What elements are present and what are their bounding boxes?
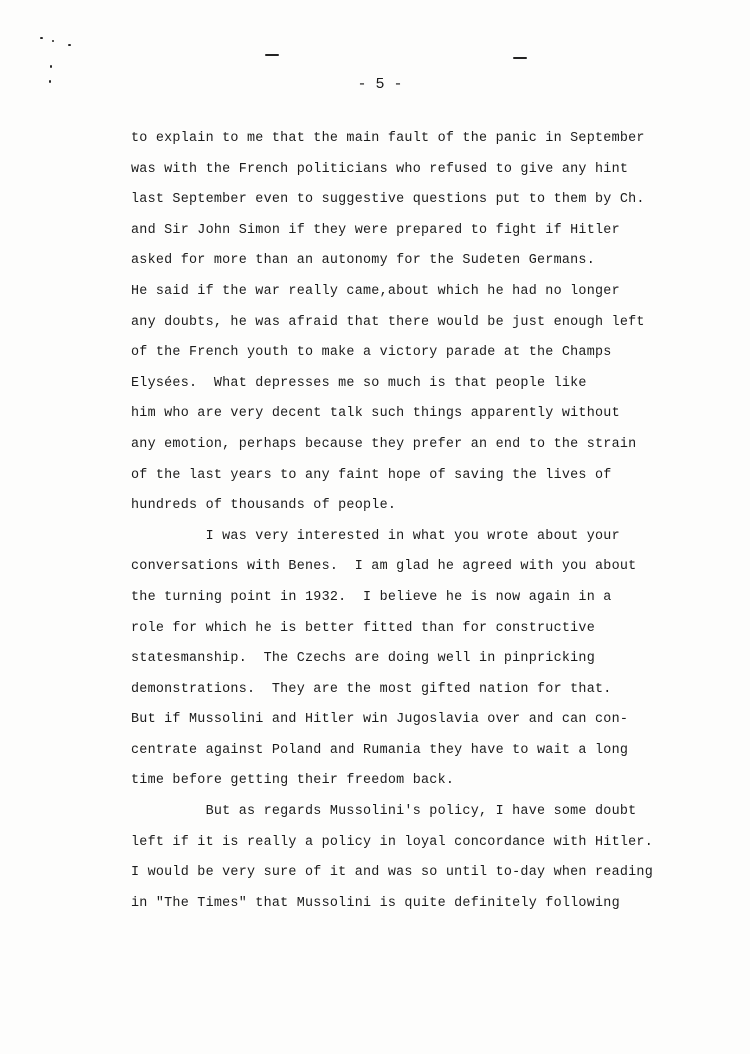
text-line: hundreds of thousands of people. (131, 498, 397, 514)
text-line: He said if the war really came,about which he had no longer (131, 283, 620, 299)
text-line: time before getting their freedom back. (131, 773, 455, 789)
text-line: of the last years to any faint hope of saving the lives of (131, 467, 612, 483)
text-line: and Sir John Simon if they were prepared to fight if Hitler (131, 222, 620, 238)
text-line: was with the French politicians who refused to give any hint (131, 161, 629, 177)
text-line: I would be very sure of it and was so until to-day when reading (131, 865, 653, 881)
text-line: any doubts, he was afraid that there would be just enough left (131, 314, 645, 330)
text-line: But if Mussolini and Hitler win Jugoslavia over and can con- (131, 712, 629, 728)
text-line: centrate against Poland and Rumania they have to wait a long (131, 742, 629, 758)
text-line: conversations with Benes. I am glad he agreed with you about (131, 559, 637, 575)
page-number: - 5 - (357, 76, 403, 93)
text-line: him who are very decent talk such things apparently without (131, 406, 620, 422)
text-line: to explain to me that the main fault of the panic in September (131, 131, 645, 146)
text-line: Elysées. What depresses me so much is that people like (131, 375, 587, 391)
text-line: last September even to suggestive questions put to them by Ch. (131, 192, 645, 208)
text-line: But as regards Mussolini's policy, I have some doubt (131, 804, 637, 820)
text-line: role for which he is better fitted than for constructive (131, 620, 595, 636)
text-line: asked for more than an autonomy for the Sudeten Germans. (131, 253, 595, 269)
scan-speck (40, 37, 43, 39)
letter-body (131, 124, 731, 919)
text-line: statesmanship. The Czechs are doing well in pinpricking (131, 651, 595, 667)
scan-speck (49, 80, 51, 83)
text-line: left if it is really a policy in loyal concordance with Hitler. (131, 834, 653, 850)
text-line: demonstrations. They are the most gifted nation for that. (131, 681, 612, 697)
text-line: of the French youth to make a victory parade at the Champs (131, 345, 612, 361)
text-line: I was very interested in what you wrote about your (131, 528, 620, 544)
scan-speck (52, 40, 54, 42)
scan-speck (265, 54, 279, 56)
scan-speck (68, 44, 71, 46)
scan-speck (50, 65, 52, 68)
text-line: the turning point in 1932. I believe he is now again in a (131, 589, 612, 605)
text-line: in "The Times" that Mussolini is quite definitely following (131, 895, 620, 911)
text-line: any emotion, perhaps because they prefer an end to the strain (131, 436, 637, 452)
scan-speck (513, 57, 527, 59)
